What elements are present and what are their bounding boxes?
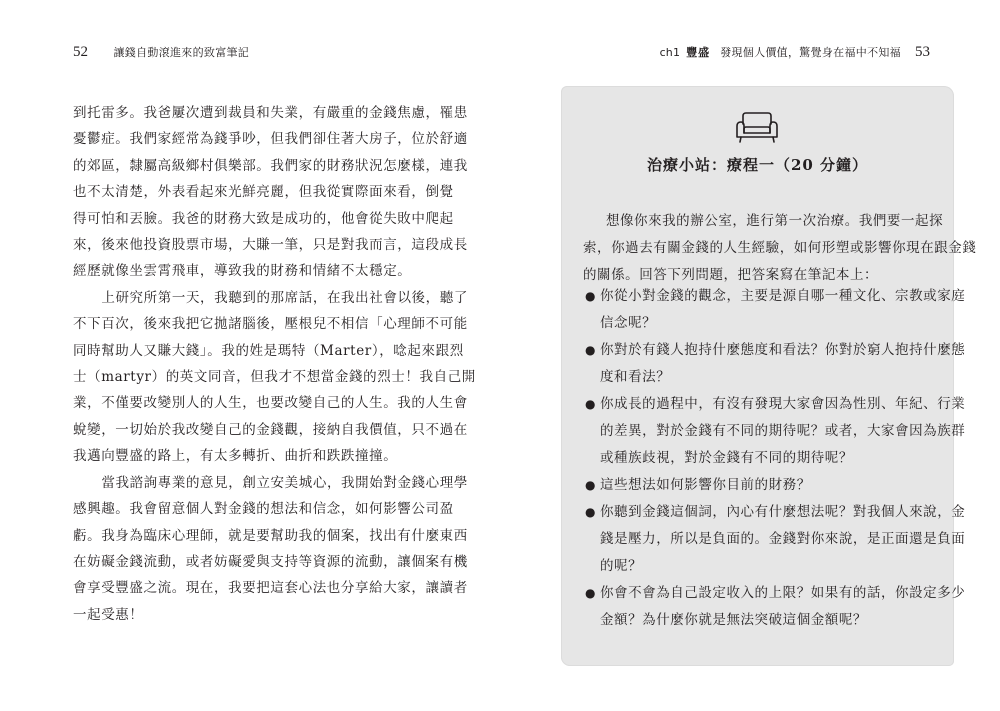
text-line: 會享受豐盛之流。現在，我要把這套心法也分享給大家，讓讀者 [73, 580, 468, 597]
text-line: 來，後來他投資股票市場，大賺一筆，只是對我而言，這段成長 [73, 237, 468, 254]
sidebar-intro [583, 208, 977, 289]
text-line: 得可怕和丟臉。我爸的財務大致是成功的，他會從失敗中爬起 [73, 210, 454, 227]
question-line: 的差異，對於金錢有不同的期待呢？或者，大家會因為族群 [600, 423, 966, 439]
bullet-icon: ● [585, 586, 597, 600]
text-line: 業，不僅要改變別人的人生，也要改變自己的人生。我的人生會 [73, 395, 468, 412]
question-line: 的呢？ [600, 558, 643, 574]
text-line: 在妨礙金錢流動，或者妨礙愛與支持等資源的流動，讓個案有機 [73, 553, 468, 570]
question-item [583, 472, 939, 499]
chapter-label: ch1 [659, 46, 681, 59]
bullet-icon: ● [585, 505, 597, 519]
body-paragraph [73, 285, 476, 470]
sidebar-title: 治療小站：療程一（20 分鐘） [646, 156, 869, 174]
intro-line: 想像你來我的辦公室，進行第一次治療。我們要一起探 [605, 213, 944, 229]
question-line: 你從小對金錢的觀念，主要是源自哪一種文化、宗教或家庭 [600, 288, 966, 304]
text-line: 上研究所第一天，我聽到的那席話，在我出社會以後，聽了 [101, 289, 468, 306]
left-page-number: 52 [73, 44, 88, 60]
text-line: 感興趣。我會留意個人對金錢的想法和信念，如何影響公司盈 [73, 501, 454, 518]
right-page-number: 53 [915, 44, 930, 60]
question-item [583, 580, 966, 634]
question-line: 金額？為什麼你就是無法突破這個金額呢？ [600, 612, 867, 628]
text-line: 不下百次，後來我把它拋諸腦後，壓根兒不相信「心理師不可能 [73, 316, 468, 333]
chapter-word: 豐盛 [686, 46, 711, 59]
right-page [500, 0, 1000, 711]
intro-line: 的關係。回答下列問題，把答案寫在筆記本上： [583, 267, 879, 283]
question-line: 錢是壓力，所以是負面的。金錢對你來說，是正面還是負面 [600, 531, 966, 547]
text-line: 蛻變，一切始於我改變自己的金錢觀，接納自我價值，只不過在 [73, 421, 468, 438]
text-line: 我邁向豐盛的路上，有太多轉折、曲折和跌跌撞撞。 [73, 448, 398, 465]
question-line: 你成長的過程中，有沒有發現大家會因為性別、年紀、行業 [600, 396, 966, 412]
right-running-head [660, 44, 930, 61]
text-line: 經歷就像坐雲霄飛車，導致我的財務和情緒不太穩定。 [73, 263, 412, 280]
text-line: 到托雷多。我爸屢次遭到裁員和失業，有嚴重的金錢焦慮，罹患 [73, 105, 468, 121]
text-line: 也不太清楚，外表看起來光鮮亮麗，但我從實際面來看，倒覺 [73, 184, 454, 201]
question-line: 你對於有錢人抱持什麼態度和看法？你對於窮人抱持什麼態 [600, 342, 966, 358]
sofa-icon [734, 110, 780, 144]
text-line: 一起受惠！ [73, 606, 144, 623]
text-line: 虧。我身為臨床心理師，就是要幫助我的個案，找出有什麼東西 [73, 527, 468, 544]
question-item [583, 337, 966, 391]
text-line: 憂鬱症。我們家經常為錢爭吵，但我們卻住著大房子，位於舒適 [73, 131, 468, 148]
left-body-text [73, 100, 476, 628]
body-paragraph [73, 100, 468, 285]
question-list [583, 283, 966, 634]
question-line: 你會不會為自己設定收入的上限？如果有的話，你設定多少 [600, 585, 966, 601]
bullet-icon: ● [585, 397, 597, 411]
question-line: 或種族歧視，對於金錢有不同的期待呢？ [600, 450, 853, 466]
therapy-sidebar-box [561, 86, 977, 666]
left-running-head [73, 44, 249, 61]
chapter-title: 發現個人價值，驚覺身在福中不知福 [720, 46, 901, 59]
intro-line: 索，你過去有關金錢的人生經驗，如何形塑或影響你現在跟金錢 [583, 240, 977, 256]
question-item [583, 391, 966, 472]
bullet-icon: ● [585, 289, 597, 303]
bullet-icon: ● [585, 478, 597, 492]
question-line: 這些想法如何影響你目前的財務？ [600, 477, 811, 493]
question-line: 你聽到金錢這個詞，內心有什麼想法呢？對我個人來說，金 [600, 504, 966, 520]
question-line: 信念呢？ [600, 315, 657, 331]
question-line: 度和看法？ [600, 369, 671, 385]
text-line: 士（martyr）的英文同音，但我才不想當金錢的烈士！我自己開 [73, 369, 476, 386]
question-item [583, 499, 966, 580]
book-title: 讓錢自動滾進來的致富筆記 [113, 46, 250, 59]
bullet-icon: ● [585, 343, 597, 357]
text-line: 的郊區，隸屬高級鄉村俱樂部。我們家的財務狀況怎麼樣，連我 [73, 157, 468, 174]
question-item [583, 283, 966, 337]
text-line: 當我諮詢專業的意見，創立安美城心，我開始對金錢心理學 [101, 474, 468, 491]
text-line: 同時幫助人又賺大錢」。我的姓是瑪特（Marter），唸起來跟烈 [73, 342, 464, 359]
body-paragraph [73, 470, 468, 628]
